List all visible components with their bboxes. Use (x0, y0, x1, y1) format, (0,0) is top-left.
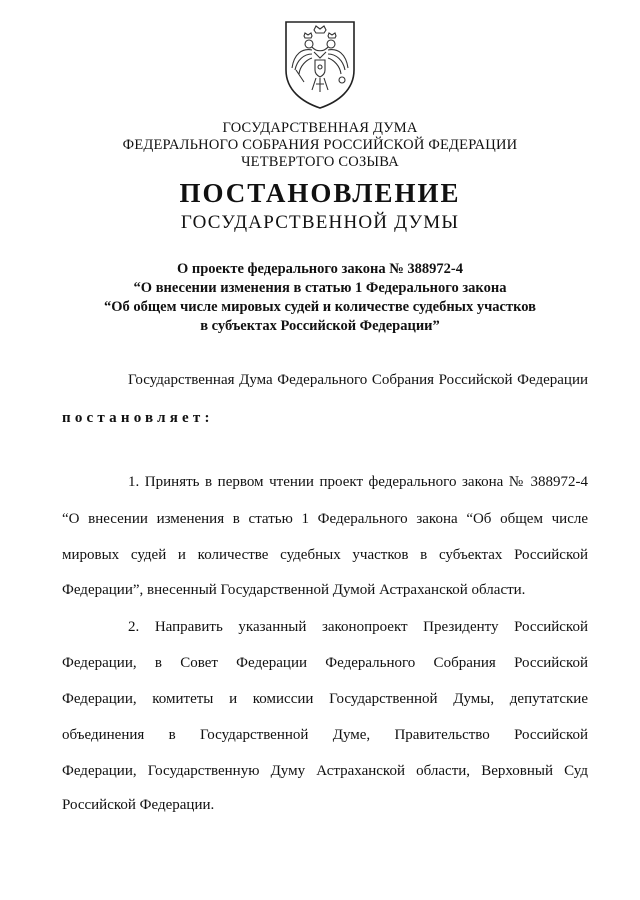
subject-line-1: О проекте федерального закона № 388972-4 (176, 261, 464, 277)
item-1-line-2: “О внесении изменения в статью 1 Федерального закона “Об общем числе (62, 511, 588, 527)
item-1-line-4: Федерации”, внесенный Государственной Думой Астраханской области. (62, 582, 526, 598)
coat-of-arms-icon (282, 18, 358, 110)
item-2-line-2: Федерации, в Совет Федерации Федерального Собрания Российской (62, 655, 588, 671)
org-name-line-1: ГОСУДАРСТВЕННАЯ ДУМА (222, 120, 418, 136)
subject-line-3: “Об общем числе мировых судей и количестве судебных участков (104, 299, 536, 315)
subject-line-2: “О внесении изменения в статью 1 Федерального закона (133, 280, 507, 296)
convocation-line: ЧЕТВЕРТОГО СОЗЫВА (241, 154, 399, 170)
item-2-line-5: Федерации, Государственную Думу Астраханской области, Верховный Суд (62, 763, 588, 779)
subject-line-4: в субъектах Российской Федерации” (200, 318, 440, 334)
item-1-line-1: 1. Принять в первом чтении проект федерального закона № 388972-4 (128, 474, 588, 490)
resolution-intro: Государственная Дума Федерального Собрания Российской Федерации (128, 372, 588, 388)
document-issuer: ГОСУДАРСТВЕННОЙ ДУМЫ (180, 212, 460, 233)
document-type-title: ПОСТАНОВЛЕНИЕ (179, 178, 461, 208)
resolves-keyword: постановляет: (62, 410, 214, 426)
item-2-line-3: Федерации, комитеты и комиссии Государственной Думы, депутатские (62, 691, 588, 707)
item-2-line-4: объединения в Государственной Думе, Правительство Российской (62, 727, 588, 743)
item-1-line-3: мировых судей и количестве судебных участков в субъектах Российской (62, 547, 588, 563)
item-2-line-6: Российской Федерации. (62, 797, 215, 813)
item-2-line-1: 2. Направить указанный законопроект Президенту Российской (128, 619, 588, 635)
org-name-line-2: ФЕДЕРАЛЬНОГО СОБРАНИЯ РОССИЙСКОЙ ФЕДЕРАЦИИ (122, 137, 518, 153)
